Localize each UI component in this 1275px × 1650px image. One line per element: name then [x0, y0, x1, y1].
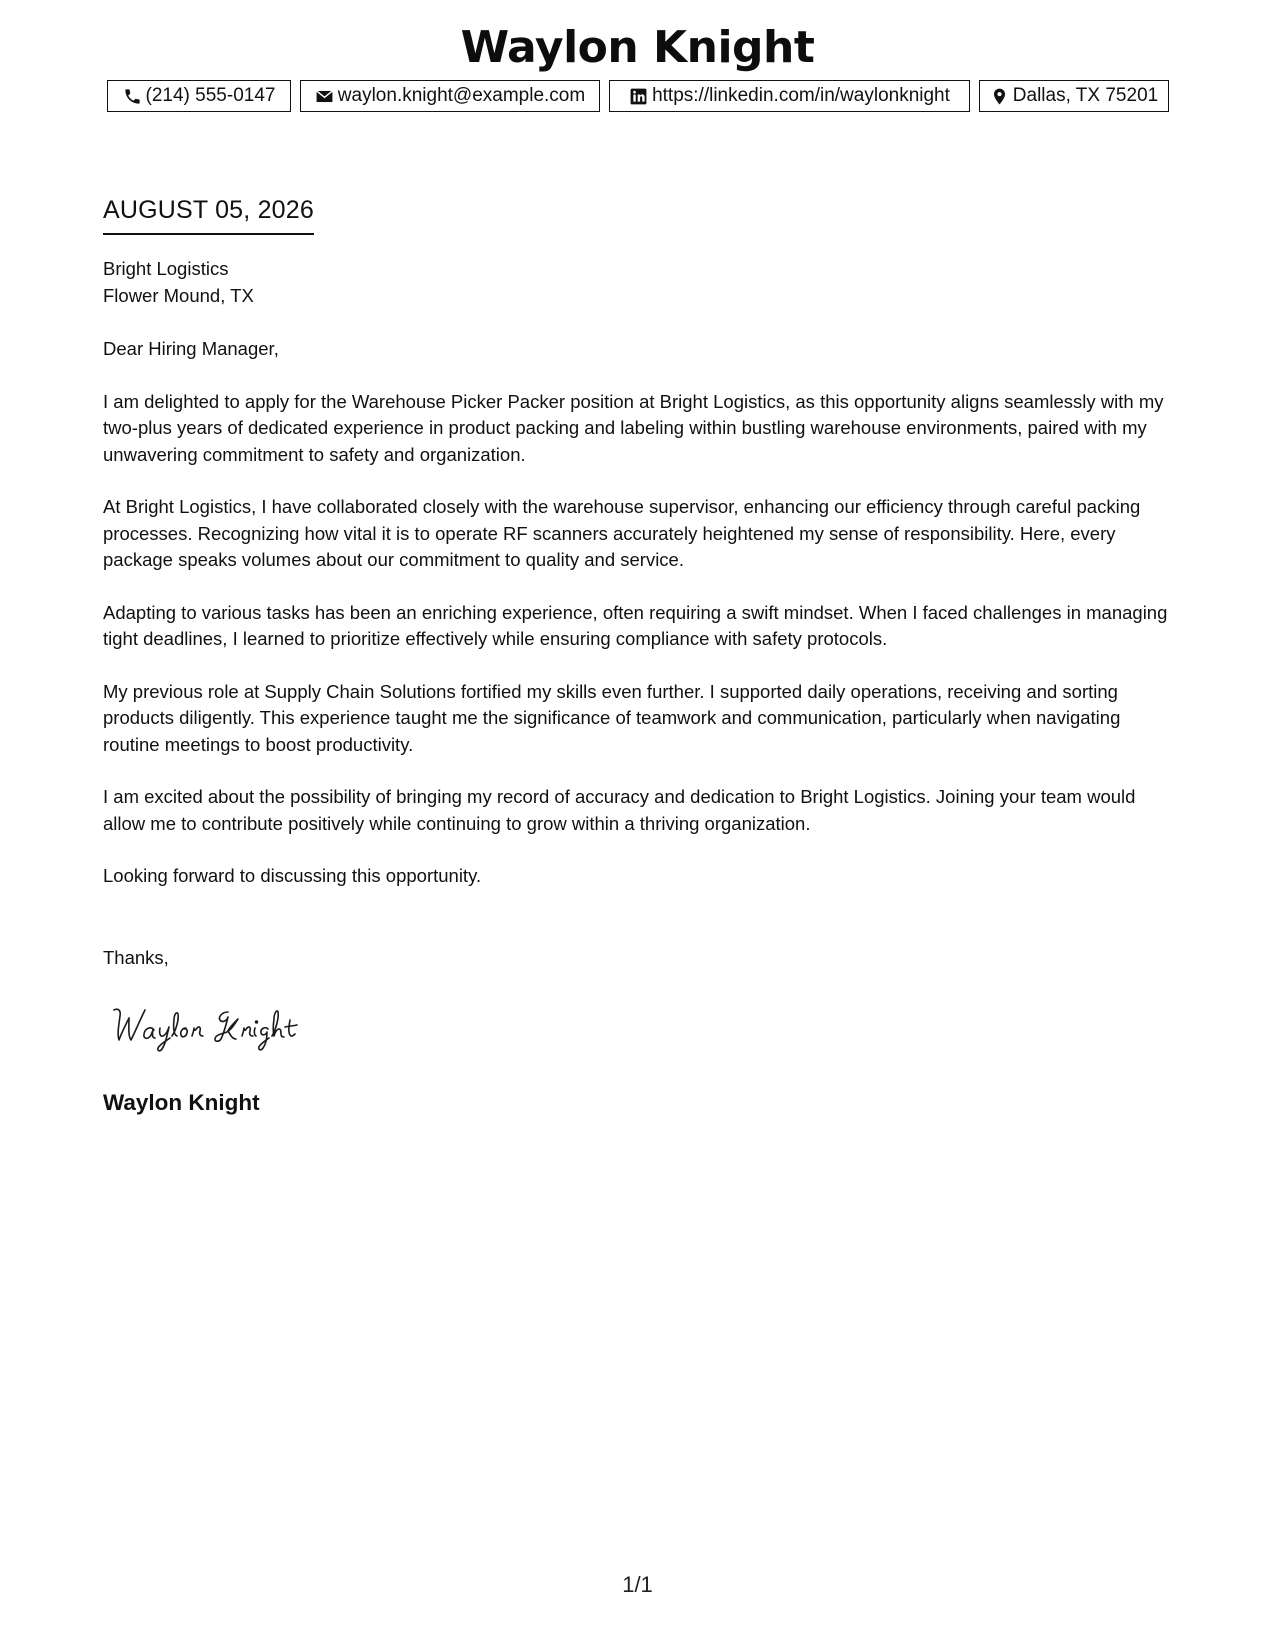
body-paragraph: Adapting to various tasks has been an enriching experience, often requiring a swift mindset. When I faced challenges in managing tight deadlines, I learned to prioritize effectively while ensuring compliance with safety protocols. — [103, 601, 1168, 649]
contact-bar — [107, 80, 1169, 112]
body-paragraph: I am excited about the possibility of bringing my record of accuracy and dedication to Bright Logistics. Joining your team would allow me to contribute positively while continuing to grow within a thriving organization. — [103, 786, 1136, 834]
body-paragraph: At Bright Logistics, I have collaborated closely with the warehouse supervisor, enhancing our efficiency through careful packing processes. Recognizing how vital it is to operate RF scanners accurately heightened my sense of responsibility. Here, every package speaks volumes about our commitment to quality and service. — [103, 496, 1141, 570]
location-text: Dallas, TX 75201 — [1012, 85, 1159, 106]
handwritten-signature — [108, 996, 358, 1056]
recipient-company: Bright Logistics — [103, 258, 229, 279]
letter-body — [103, 336, 1173, 916]
body-paragraph: Looking forward to discussing this opportunity. — [103, 865, 482, 886]
closing: Thanks, — [103, 947, 169, 968]
body-paragraph: My previous role at Supply Chain Solutions fortified my skills even further. I supported daily operations, receiving and sorting products diligently. This experience taught me the significance of teamwork and communication, particularly when navigating routine meetings to boost productivity. — [103, 680, 1121, 755]
phone-icon — [123, 87, 142, 106]
page-number: 1/1 — [622, 1572, 653, 1597]
envelope-icon — [315, 87, 334, 106]
recipient-block — [103, 255, 254, 309]
linkedin-icon — [629, 87, 648, 106]
contact-email — [300, 80, 600, 112]
contact-location — [979, 80, 1169, 112]
linkedin-text: https://linkedin.com/in/waylonknight — [652, 85, 950, 106]
map-pin-icon — [990, 87, 1009, 106]
contact-phone — [107, 80, 291, 112]
signer-name: Waylon Knight — [103, 1090, 260, 1115]
phone-text: (214) 555-0147 — [145, 85, 276, 106]
body-paragraph: I am delighted to apply for the Warehouse Picker Packer position at Bright Logistics, as this opportunity aligns seamlessly with my two-plus years of dedicated experience in product packing and labeling within bustling warehouse environments, paired with my unwavering commitment to safety and organization. — [103, 390, 1164, 465]
recipient-location: Flower Mound, TX — [103, 285, 254, 306]
contact-linkedin — [609, 80, 970, 112]
letter-date: AUGUST 05, 2026 — [103, 193, 314, 235]
salutation: Dear Hiring Manager, — [103, 338, 279, 359]
email-text: waylon.knight@example.com — [337, 85, 586, 106]
applicant-name: Waylon Knight — [460, 22, 815, 73]
